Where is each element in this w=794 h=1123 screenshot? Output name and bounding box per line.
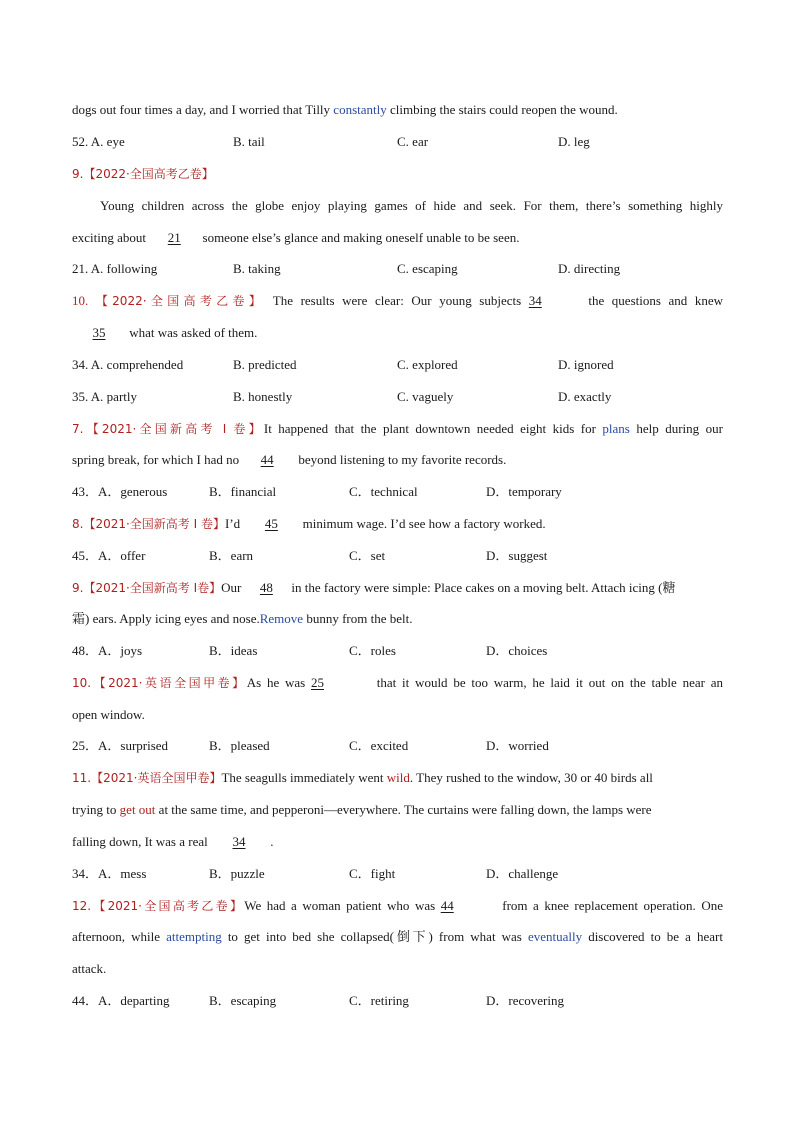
source-label: 7.【2021·全国新高考 I 卷】 bbox=[72, 422, 264, 436]
vocab-highlight: attempting bbox=[166, 929, 222, 944]
text: help during our bbox=[629, 421, 723, 436]
option-b: B．ideas bbox=[209, 643, 258, 658]
option-c: C．excited bbox=[349, 738, 409, 753]
option-d: D. leg bbox=[558, 134, 590, 149]
text: what was asked of them. bbox=[126, 325, 258, 340]
text: someone else’s glance and making oneself unable to be seen. bbox=[199, 230, 520, 245]
source-label: 9.【2021·全国新高考 I卷】 bbox=[72, 581, 222, 595]
passage-line bbox=[72, 769, 723, 787]
option-b: B．pleased bbox=[209, 738, 270, 753]
text: minimum wage. I’d see how a factory worked. bbox=[299, 516, 546, 531]
option-a: 44．A．departing bbox=[72, 993, 170, 1008]
text: . They rushed to the window, 30 or 40 birds all bbox=[409, 770, 653, 785]
option-a: 52. A. eye bbox=[72, 134, 125, 149]
options-row-52 bbox=[72, 133, 723, 151]
option-d: D. ignored bbox=[558, 357, 614, 372]
passage-line bbox=[72, 515, 723, 533]
option-c: C. vaguely bbox=[397, 389, 454, 404]
vocab-highlight: get out bbox=[119, 802, 156, 817]
option-d: D．challenge bbox=[486, 866, 559, 881]
option-b: B. predicted bbox=[233, 357, 297, 372]
passage-line bbox=[72, 451, 723, 469]
passage-line bbox=[72, 420, 723, 438]
text: open window. bbox=[72, 707, 145, 722]
text: the questions and knew bbox=[580, 293, 724, 308]
question-header-9a bbox=[72, 165, 723, 183]
blank-44: 44 bbox=[260, 452, 274, 467]
option-a: 25．A．surprised bbox=[72, 738, 169, 753]
options-row-34 bbox=[72, 356, 723, 374]
options-row-34b bbox=[72, 865, 723, 883]
option-c: C．retiring bbox=[349, 993, 409, 1008]
vocab-highlight: eventually bbox=[527, 929, 583, 944]
source-label: 【2022·全国高考乙卷】 bbox=[95, 294, 266, 308]
text: at the same time, and pepperoni—everywhere. The curtains were falling down, the lamps were bbox=[155, 802, 652, 817]
option-a: 43．A．generous bbox=[72, 484, 168, 499]
source-label: 12.【2021·全国高考乙卷】 bbox=[72, 899, 245, 913]
text: Our bbox=[221, 580, 242, 595]
text: climbing the stairs could reopen the wound. bbox=[386, 102, 618, 117]
passage-line bbox=[72, 324, 723, 342]
text: in the factory were simple: Place cakes on a moving belt. Attach icing (糖 bbox=[291, 580, 676, 595]
text: exciting about bbox=[72, 230, 150, 245]
text: to get into bed she collapsed(倒下) from what was bbox=[221, 929, 528, 944]
option-b: B．escaping bbox=[209, 993, 277, 1008]
source-label: 9.【2022·全国高考乙卷】 bbox=[72, 167, 214, 181]
option-b: B. taking bbox=[233, 261, 281, 276]
option-c: C．fight bbox=[349, 866, 396, 881]
option-d: D. directing bbox=[558, 261, 621, 276]
option-a: 48．A．joys bbox=[72, 643, 143, 658]
text: beyond listening to my favorite records. bbox=[295, 452, 507, 467]
option-d: D．choices bbox=[486, 643, 548, 658]
options-row-45 bbox=[72, 547, 723, 565]
passage-line bbox=[72, 292, 723, 310]
source-label: 8.【2021·全国新高考 I 卷】 bbox=[72, 517, 225, 531]
text: afternoon, while bbox=[72, 929, 167, 944]
blank-45: 45 bbox=[264, 516, 278, 531]
option-b: B．puzzle bbox=[209, 866, 265, 881]
option-c: C．technical bbox=[349, 484, 418, 499]
blank-35: 35 bbox=[92, 325, 106, 340]
text: trying to bbox=[72, 802, 120, 817]
option-d: D．temporary bbox=[486, 484, 562, 499]
source-label: 10.【2021·英语全国甲卷】 bbox=[72, 676, 247, 690]
option-a: 45．A．offer bbox=[72, 548, 146, 563]
option-b: B．financial bbox=[209, 484, 277, 499]
blank-21: 21 bbox=[167, 230, 181, 245]
text: attack. bbox=[72, 961, 107, 976]
option-a: 21. A. following bbox=[72, 261, 158, 276]
passage-line bbox=[72, 610, 723, 628]
passage-line bbox=[72, 229, 723, 247]
vocab-highlight: wild bbox=[386, 770, 410, 785]
option-c: C．roles bbox=[349, 643, 396, 658]
passage-line bbox=[72, 579, 723, 597]
text: It happened that the plant downtown needed eight kids for bbox=[263, 421, 603, 436]
blank-34: 34 bbox=[232, 834, 246, 849]
text: I’d bbox=[224, 516, 244, 531]
option-d: D. exactly bbox=[558, 389, 612, 404]
text: We had a woman patient who was bbox=[244, 898, 441, 913]
option-d: D．recovering bbox=[486, 993, 564, 1008]
text: The results were clear: Our young subjects bbox=[265, 293, 529, 308]
option-c: C. explored bbox=[397, 357, 458, 372]
text: that it would be too warm, he laid it out on the table near an bbox=[371, 675, 723, 690]
text: bunny from the belt. bbox=[303, 611, 413, 626]
options-row-48 bbox=[72, 642, 723, 660]
text: spring break, for which I had no bbox=[72, 452, 240, 467]
passage-line bbox=[72, 897, 723, 915]
text: 霜) ears. Apply icing eyes and nose. bbox=[72, 611, 260, 626]
text: discovered to be a heart bbox=[582, 929, 723, 944]
text: Young children across the globe enjoy playing games of hide and seek. For them, there’s something highly bbox=[100, 198, 723, 213]
options-row-44 bbox=[72, 992, 723, 1010]
option-a: 34．A．mess bbox=[72, 866, 147, 881]
options-row-43 bbox=[72, 483, 723, 501]
text: dogs out four times a day, and I worried that Tilly bbox=[72, 102, 334, 117]
option-c: C. escaping bbox=[397, 261, 458, 276]
source-label: 11.【2021·英语全国甲卷】 bbox=[72, 771, 222, 785]
passage-line bbox=[72, 197, 723, 215]
passage-line bbox=[72, 674, 723, 692]
text: The seagulls immediately went bbox=[221, 770, 387, 785]
option-a: 35. A. partly bbox=[72, 389, 137, 404]
option-b: B．earn bbox=[209, 548, 254, 563]
options-row-21 bbox=[72, 260, 723, 278]
question-number: 10. bbox=[72, 293, 96, 308]
option-a: 34. A. comprehended bbox=[72, 357, 184, 372]
options-row-35 bbox=[72, 388, 723, 406]
blank-44: 44 bbox=[440, 898, 454, 913]
passage-line bbox=[72, 833, 723, 851]
text: . bbox=[266, 834, 274, 849]
passage-line bbox=[72, 928, 723, 946]
passage-line bbox=[72, 101, 723, 119]
text: falling down, It was a real bbox=[72, 834, 211, 849]
vocab-highlight: constantly bbox=[333, 102, 387, 117]
vocab-highlight: plans bbox=[602, 421, 630, 436]
option-d: D．worried bbox=[486, 738, 549, 753]
option-b: B. tail bbox=[233, 134, 265, 149]
passage-line bbox=[72, 960, 723, 978]
vocab-highlight: Remove bbox=[259, 611, 304, 626]
passage-line bbox=[72, 706, 723, 724]
option-b: B. honestly bbox=[233, 389, 293, 404]
text: from a knee replacement operation. One bbox=[496, 898, 723, 913]
passage-line bbox=[72, 801, 723, 819]
options-row-25 bbox=[72, 737, 723, 755]
option-c: C．set bbox=[349, 548, 386, 563]
blank-48: 48 bbox=[259, 580, 273, 595]
blank-34: 34 bbox=[528, 293, 542, 308]
option-c: C. ear bbox=[397, 134, 429, 149]
blank-25: 25 bbox=[311, 675, 324, 690]
option-d: D．suggest bbox=[486, 548, 548, 563]
text: As he was bbox=[246, 675, 311, 690]
